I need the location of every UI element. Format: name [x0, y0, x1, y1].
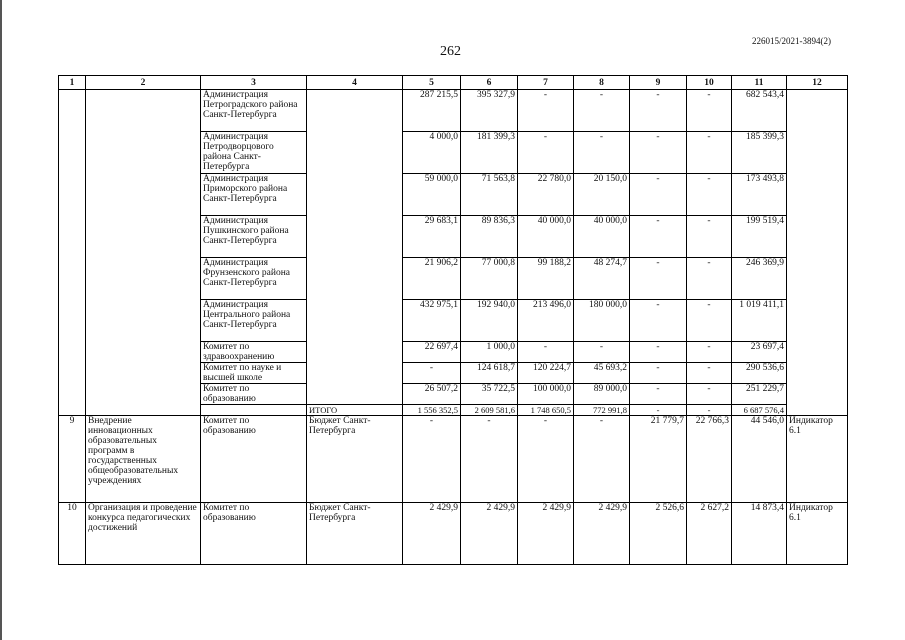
- cell-v5: 59 000,0: [403, 174, 461, 216]
- cell-org: [201, 405, 307, 416]
- cell-v9: 21 779,7: [630, 416, 687, 503]
- cell-v8: 180 000,0: [574, 300, 630, 342]
- cell-v5: 2 429,9: [403, 503, 461, 565]
- cell-v8: 45 693,2: [574, 363, 630, 384]
- cell-v10: 22 766,3: [687, 416, 732, 503]
- cell-indicator: Индикатор 6.1: [787, 503, 848, 565]
- cell-v11: 199 519,4: [732, 216, 787, 258]
- cell-v5: 22 697,4: [403, 342, 461, 363]
- cell-v9: -: [630, 300, 687, 342]
- col-header: 1: [59, 76, 86, 90]
- cell-v9: -: [630, 384, 687, 405]
- cell-v9: -: [630, 174, 687, 216]
- cell-v5: 26 507,2: [403, 384, 461, 405]
- cell-v6: 395 327,9: [461, 90, 518, 132]
- cell-v7: -: [518, 132, 574, 174]
- col-header: 12: [787, 76, 848, 90]
- cell-v11: 14 873,4: [732, 503, 787, 565]
- cell-v11: 290 536,6: [732, 363, 787, 384]
- cell-v8: 2 429,9: [574, 503, 630, 565]
- document-number: 226015/2021-3894(2): [752, 36, 831, 46]
- cell-org: Администрация Пушкинского района Санкт-Петербурга: [201, 216, 307, 258]
- cell-v11: 185 399,3: [732, 132, 787, 174]
- cell-v8: 772 991,8: [574, 405, 630, 416]
- cell-v7: 100 000,0: [518, 384, 574, 405]
- cell-v7: 99 188,2: [518, 258, 574, 300]
- cell-v7: 22 780,0: [518, 174, 574, 216]
- cell-v11: 173 493,8: [732, 174, 787, 216]
- cell-v10: -: [687, 90, 732, 132]
- cell-v5: 432 975,1: [403, 300, 461, 342]
- cell-indicator: [787, 90, 848, 416]
- cell-org: Комитет по образованию: [201, 503, 307, 565]
- cell-v8: -: [574, 132, 630, 174]
- cell-v10: -: [687, 216, 732, 258]
- cell-v10: 2 627,2: [687, 503, 732, 565]
- cell-v5: -: [403, 416, 461, 503]
- cell-v6: 1 000,0: [461, 342, 518, 363]
- cell-v9: -: [630, 258, 687, 300]
- cell-v8: 48 274,7: [574, 258, 630, 300]
- table-row: [59, 416, 848, 503]
- cell-org: Комитет по образованию: [201, 384, 307, 405]
- cell-v9: -: [630, 342, 687, 363]
- col-header: 6: [461, 76, 518, 90]
- cell-v9: -: [630, 90, 687, 132]
- cell-v8: 89 000,0: [574, 384, 630, 405]
- cell-v8: 20 150,0: [574, 174, 630, 216]
- col-header: 5: [403, 76, 461, 90]
- cell-v5: -: [403, 363, 461, 384]
- cell-v7: -: [518, 416, 574, 503]
- cell-v8: 40 000,0: [574, 216, 630, 258]
- col-header: 8: [574, 76, 630, 90]
- cell-v11: 251 229,7: [732, 384, 787, 405]
- cell-org: Комитет по науке и высшей школе: [201, 363, 307, 384]
- cell-v10: -: [687, 384, 732, 405]
- cell-v6: 192 940,0: [461, 300, 518, 342]
- col-header: 9: [630, 76, 687, 90]
- cell-v7: 213 496,0: [518, 300, 574, 342]
- cell-v8: -: [574, 416, 630, 503]
- col-header: 11: [732, 76, 787, 90]
- cell-org: Администрация Приморского района Санкт-Петербурга: [201, 174, 307, 216]
- cell-v10: -: [687, 132, 732, 174]
- cell-org: Администрация Петродворцового района Санкт-Петербурга: [201, 132, 307, 174]
- col-header: 10: [687, 76, 732, 90]
- cell-source: [307, 90, 403, 405]
- cell-org: Комитет по здравоохранению: [201, 342, 307, 363]
- table-row: [59, 503, 848, 565]
- cell-v6: 2 609 581,6: [461, 405, 518, 416]
- cell-name: [86, 90, 201, 416]
- cell-source: Бюджет Санкт-Петербурга: [307, 503, 403, 565]
- cell-name: Внедрение инновационных образовательных программ в государственных общеобразовательных учреждениях: [86, 416, 201, 503]
- col-header: 7: [518, 76, 574, 90]
- cell-v10: -: [687, 258, 732, 300]
- cell-name: Организация и проведение конкурса педагогических достижений: [86, 503, 201, 565]
- cell-v7: -: [518, 90, 574, 132]
- cell-v5: 21 906,2: [403, 258, 461, 300]
- cell-v9: -: [630, 405, 687, 416]
- cell-org: Комитет по образованию: [201, 416, 307, 503]
- cell-v9: 2 526,6: [630, 503, 687, 565]
- scan-edge-mark: [0, 0, 2, 640]
- cell-n: 10: [59, 503, 86, 565]
- cell-v11: 682 543,4: [732, 90, 787, 132]
- cell-v7: 2 429,9: [518, 503, 574, 565]
- cell-v6: -: [461, 416, 518, 503]
- cell-source: Бюджет Санкт-Петербурга: [307, 416, 403, 503]
- cell-v11: 44 546,0: [732, 416, 787, 503]
- cell-v10: -: [687, 174, 732, 216]
- col-header: 2: [86, 76, 201, 90]
- cell-v7: 120 224,7: [518, 363, 574, 384]
- cell-v5: 287 215,5: [403, 90, 461, 132]
- cell-v6: 124 618,7: [461, 363, 518, 384]
- cell-n: 9: [59, 416, 86, 503]
- cell-v7: 40 000,0: [518, 216, 574, 258]
- cell-v6: 89 836,3: [461, 216, 518, 258]
- table-header-row: [59, 76, 848, 90]
- cell-v5: 4 000,0: [403, 132, 461, 174]
- cell-v6: 181 399,3: [461, 132, 518, 174]
- col-header: 4: [307, 76, 403, 90]
- cell-v6: 71 563,8: [461, 174, 518, 216]
- cell-v10: -: [687, 300, 732, 342]
- cell-v9: -: [630, 216, 687, 258]
- cell-v6: 77 000,8: [461, 258, 518, 300]
- cell-v11: 246 369,9: [732, 258, 787, 300]
- cell-v11: 6 687 576,4: [732, 405, 787, 416]
- cell-v11: 23 697,4: [732, 342, 787, 363]
- cell-org: Администрация Фрунзенского района Санкт-Петербурга: [201, 258, 307, 300]
- cell-v6: 35 722,5: [461, 384, 518, 405]
- cell-org: Администрация Петроградского района Санкт-Петербурга: [201, 90, 307, 132]
- cell-v5: 29 683,1: [403, 216, 461, 258]
- cell-indicator: Индикатор 6.1: [787, 416, 848, 503]
- cell-v10: -: [687, 363, 732, 384]
- cell-n: [59, 90, 86, 416]
- cell-v7: -: [518, 342, 574, 363]
- cell-v6: 2 429,9: [461, 503, 518, 565]
- cell-v9: -: [630, 363, 687, 384]
- table-row: [59, 90, 848, 132]
- cell-v8: -: [574, 342, 630, 363]
- cell-v10: -: [687, 342, 732, 363]
- cell-v11: 1 019 411,1: [732, 300, 787, 342]
- cell-v9: -: [630, 132, 687, 174]
- cell-v10: -: [687, 405, 732, 416]
- cell-v7: 1 748 650,5: [518, 405, 574, 416]
- col-header: 3: [201, 76, 307, 90]
- budget-table: [58, 75, 848, 565]
- cell-v5: 1 556 352,5: [403, 405, 461, 416]
- total-label: ИТОГО: [307, 405, 403, 416]
- cell-v8: -: [574, 90, 630, 132]
- cell-org: Администрация Центрального района Санкт-Петербурга: [201, 300, 307, 342]
- page-number: 262: [440, 44, 461, 59]
